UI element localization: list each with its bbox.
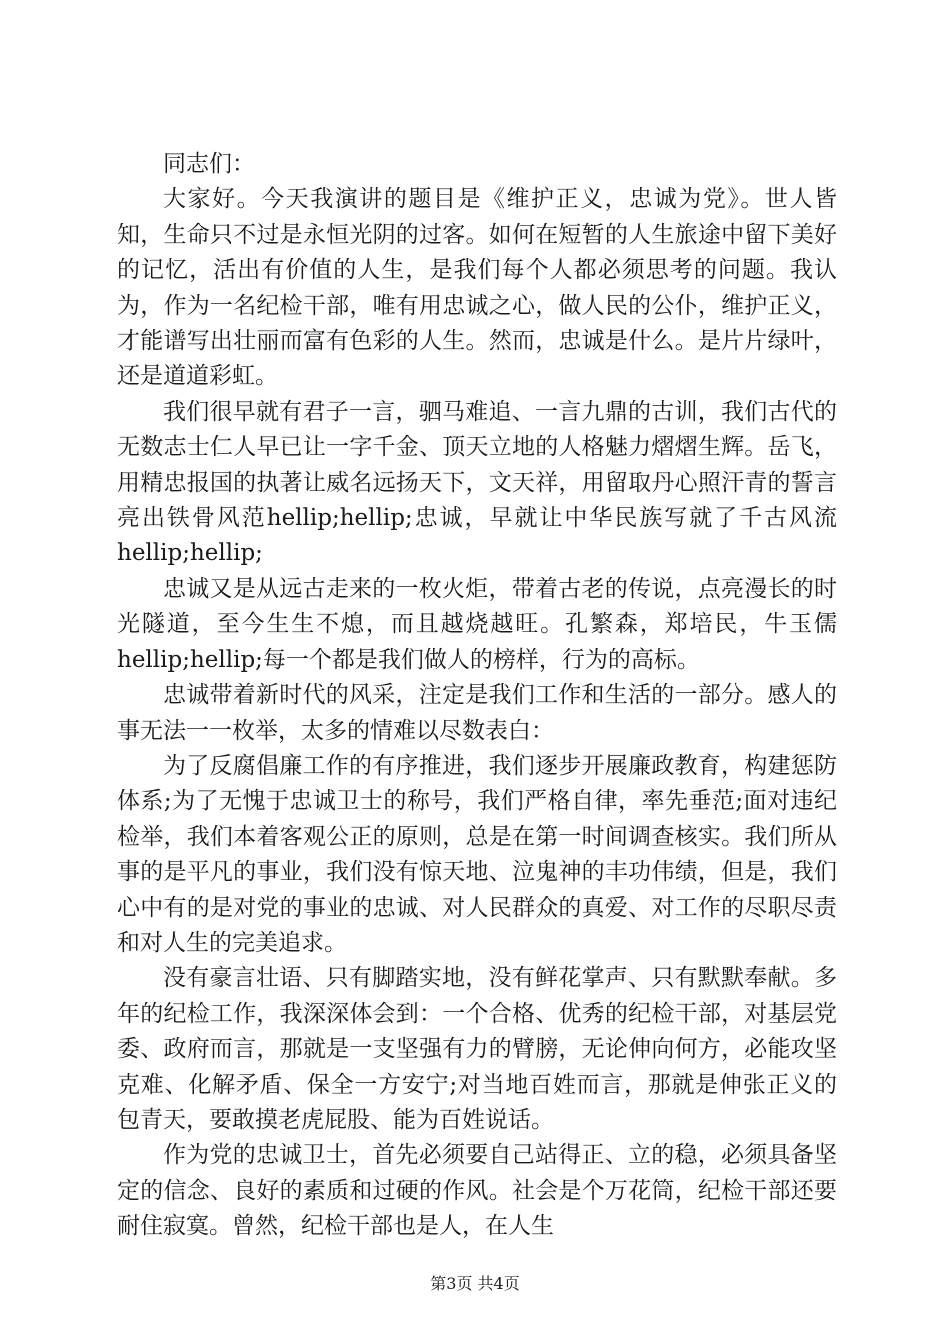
paragraph-salutation: 同志们： [163,151,255,177]
paragraph: 大家好。今天我演讲的题目是《维护正义，忠诚为党》。世人皆知，生命只不过是永恒光阴的过客。如何在短暂的人生旅途中留下美好的记忆，活出有价值的人生，是我们每个人都必须思考的问题。我认为，作为一名纪检干部，唯有用忠诚之心，做人民的公仆，维护正义，才能谱写出壮丽而富有色彩的人生。然而，忠诚是什么。是片片绿叶，还是道道彩虹。 [117,186,837,390]
paragraph: 作为党的忠诚卫士，首先必须要自己站得正、立的稳，必须具备坚定的信念、良好的素质和过硬的作风。社会是个万花筒，纪检干部还要耐住寂寞。曾然，纪检干部也是人，在人生 [117,1142,837,1240]
paragraph: 忠诚又是从远古走来的一枚火炬，带着古老的传说，点亮漫长的时光隧道，至今生生不熄，而且越烧越旺。孔繁森，郑培民，牛玉儒hellip;hellip;每一个都是我们做人的榜样，行为的高标。 [117,575,837,673]
paragraph: 忠诚带着新时代的风采，注定是我们工作和生活的一部分。感人的事无法一一枚举，太多的情难以尽数表白： [117,682,837,744]
paragraph: 没有豪言壮语、只有脚踏实地，没有鲜花掌声、只有默默奉献。多年的纪检工作，我深深体会到：一个合格、优秀的纪检干部，对基层党委、政府而言，那就是一支坚强有力的臂膀，无论伸向何方，必能攻坚克难、化解矛盾、保全一方安宁;对当地百姓而言，那就是伸张正义的包青天，要敢摸老虎屁股、能为百姓说话。 [117,965,837,1133]
page-footer: 第3页 共4页 [430,1274,520,1293]
document-body [117,147,837,1245]
paragraph: 我们很早就有君子一言，驷马难追、一言九鼎的古训，我们古代的无数志士仁人早已让一字千金、顶天立地的人格魅力熠熠生辉。岳飞，用精忠报国的执著让威名远扬天下，文天祥，用留取丹心照汗青的誓言亮出铁骨风范hellip;hellip;忠诚，早就让中华民族写就了千古风流hellip;hellip; [117,398,837,567]
paragraph: 为了反腐倡廉工作的有序推进，我们逐步开展廉政教育，构建惩防体系;为了无愧于忠诚卫士的称号，我们严格自律，率先垂范;面对违纪检举，我们本着客观公正的原则，总是在第一时间调查核实。我们所从事的是平凡的事业，我们没有惊天地、泣鬼神的丰功伟绩，但是，我们心中有的是对党的事业的忠诚、对人民群众的真爱、对工作的尽职尽责和对人生的完美追求。 [117,752,837,956]
